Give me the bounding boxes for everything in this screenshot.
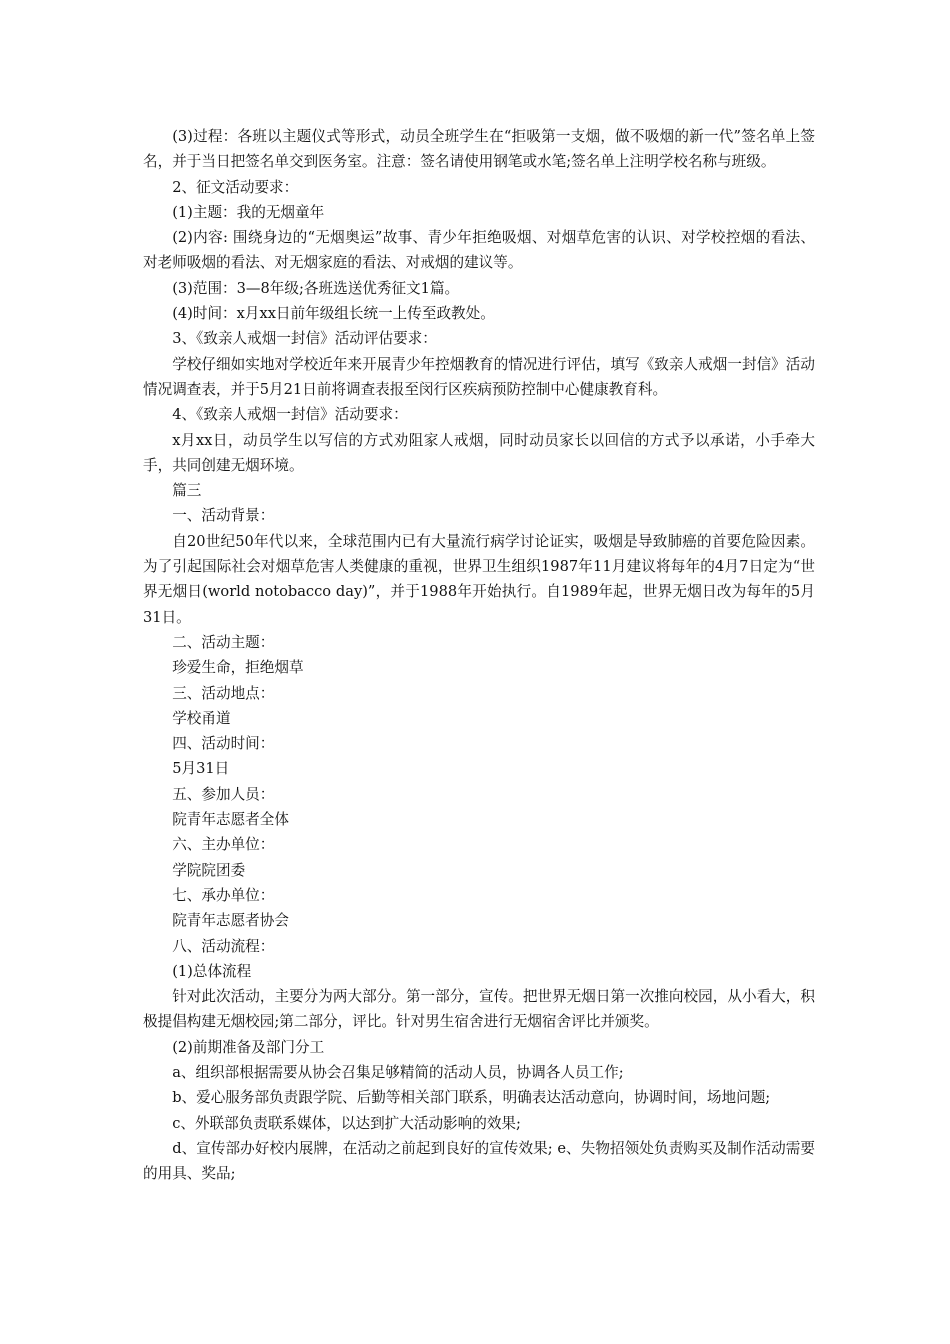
heading-undertaker: 七、承办单位： (172, 886, 275, 904)
paragraph-essay-theme: (1)主题：我的无烟童年 (172, 203, 325, 221)
paragraph-overall-process: 针对此次活动，主要分为两大部分。第一部分，宣传。把世界无烟日第一次推向校园，从小看大，积极提倡构建无烟校园;第二部分，评比。针对男生宿舍进行无烟宿舍评比并颁奖。 (143, 988, 815, 1031)
paragraph-participants: 院青年志愿者全体 (172, 811, 289, 829)
heading-theme: 二、活动主题： (172, 633, 275, 651)
subheading-preparation: (2)前期准备及部门分工 (172, 1038, 325, 1056)
heading-location: 三、活动地点： (172, 684, 275, 702)
paragraph-time: 5月31日 (172, 760, 230, 778)
paragraph-undertaker: 院青年志愿者协会 (172, 912, 289, 930)
heading-organizer: 六、主办单位： (172, 836, 275, 854)
paragraph-essay-time: (4)时间：x月xx日前年级组长统一上传至政教处。 (172, 305, 495, 323)
paragraph-essay-scope: (3)范围：3—8年级;各班选送优秀征文1篇。 (172, 279, 460, 297)
heading-background: 一、活动背景： (172, 507, 275, 525)
paragraph-letter-requirements: x月xx日，动员学生以写信的方式劝阻家人戒烟，同时动员家长以回信的方式予以承诺，小手牵大手，共同创建无烟环境。 (143, 431, 815, 474)
subheading-overall-process: (1)总体流程 (172, 962, 252, 980)
heading-essay-requirements: 2、征文活动要求： (172, 178, 299, 196)
paragraph-item-b: b、爱心服务部负责跟学院、后勤等相关部门联系，明确表达活动意向，协调时间，场地问题; (172, 1089, 771, 1107)
document-page (143, 124, 815, 1186)
paragraph-letter-evaluation: 学校仔细如实地对学校近年来开展青少年控烟教育的情况进行评估，填写《致亲人戒烟一封信》活动情况调查表，并于5月21日前将调查表报至闵行区疾病预防控制中心健康教育科。 (143, 355, 815, 398)
heading-letter-requirements: 4、《致亲人戒烟一封信》活动要求： (172, 406, 408, 424)
paragraph-item-a: a、组织部根据需要从协会召集足够精简的活动人员，协调各人员工作; (172, 1063, 624, 1081)
heading-process: 八、活动流程： (172, 937, 275, 955)
paragraph-background: 自20世纪50年代以来，全球范围内已有大量流行病学讨论证实，吸烟是导致肺癌的首要危险因素。为了引起国际社会对烟草危害人类健康的重视，世界卫生组织1987年11月建议将每年的4月7日定为“世界无烟日(world notobacco day)”，并于1988年开始执行。自1989年起，世界无烟日改为每年的5月31日。 (143, 532, 815, 626)
paragraph-item-c: c、外联部负责联系媒体，以达到扩大活动影响的效果; (172, 1114, 521, 1132)
paragraph-essay-content: (2)内容: 围绕身边的“无烟奥运”故事、青少年拒绝吸烟、对烟草危害的认识、对学校控烟的看法、对老师吸烟的看法、对无烟家庭的看法、对戒烟的建议等。 (143, 229, 815, 272)
heading-time: 四、活动时间： (172, 735, 275, 753)
paragraph-organizer: 学院院团委 (172, 861, 246, 879)
paragraph-theme: 珍爱生命，拒绝烟草 (172, 659, 304, 677)
paragraph-item-d-e: d、宣传部办好校内展牌，在活动之前起到良好的宣传效果; e、失物招领处负责购买及制作活动需要的用具、奖品; (143, 1139, 815, 1183)
paragraph-location: 学校甬道 (172, 709, 231, 727)
heading-letter-evaluation: 3、《致亲人戒烟一封信》活动评估要求： (172, 330, 437, 348)
paragraph-process-step-3: (3)过程：各班以主题仪式等形式，动员全班学生在“拒吸第一支烟，做不吸烟的新一代”签名单上签名，并于当日把签名单交到医务室。注意：签名请使用钢笔或水笔;签名单上注明学校名称与班级。 (143, 128, 815, 171)
heading-participants: 五、参加人员： (172, 785, 275, 803)
section-title-part-three: 篇三 (172, 482, 202, 500)
